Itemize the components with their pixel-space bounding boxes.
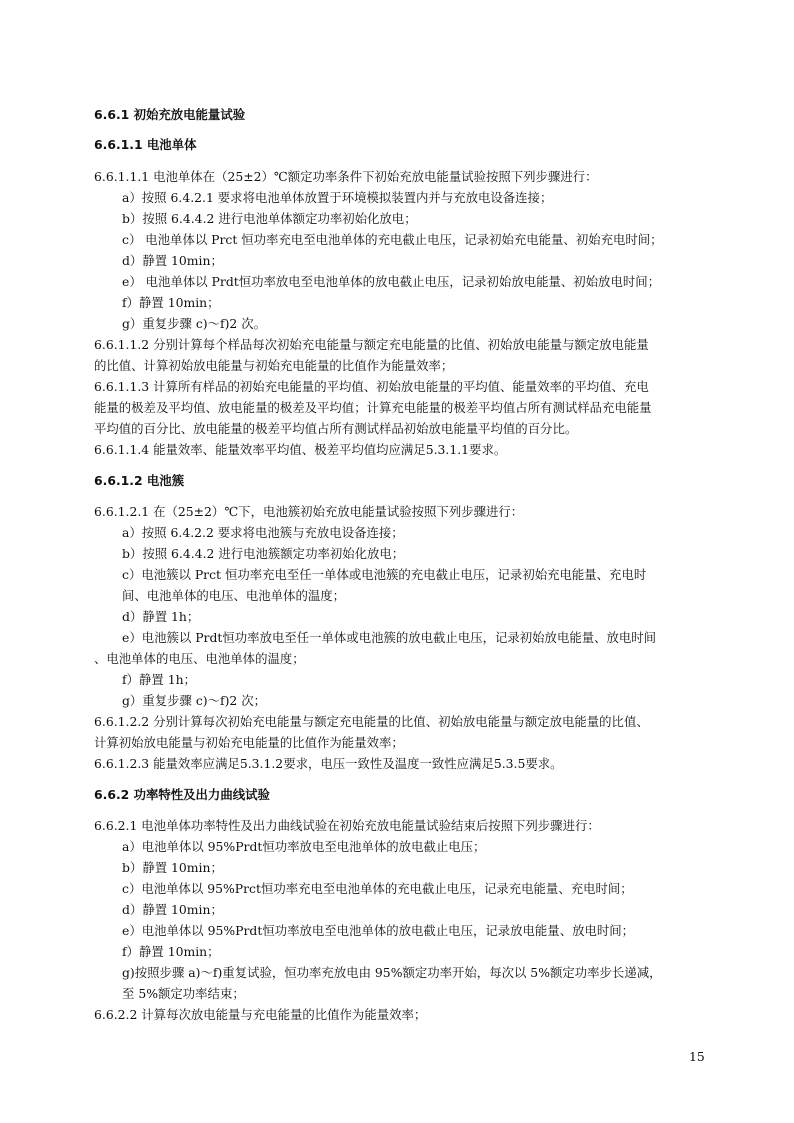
step-g-cont: 至 5%额定功率结束； [122, 986, 245, 1001]
clause-6-6-1-2-3: 6.6.1.2.3 能量效率应满足5.3.1.2要求，电压一致性及温度一致性应满足5.3.5要求。 [94, 756, 563, 771]
step-c: c）电池单体以 95%Prct恒功率充电至电池单体的充电截止电压，记录充电能量、充电时间； [122, 881, 633, 896]
clause-6-6-1-1-3: 6.6.1.1.3 计算所有样品的初始充电能量的平均值、初始放电能量的平均值、能量效率的平均值、充电 [94, 379, 649, 394]
heading-6-6-1-1: 6.6.1.1 电池单体 [94, 137, 197, 152]
step-d: d）静置 1h； [122, 609, 200, 624]
step-d: d）静置 10min； [122, 253, 223, 268]
clause-6-6-1-2-2: 6.6.1.2.2 分别计算每次初始充电能量与额定充电能量的比值、初始放电能量与额定放电能量的比值、 [94, 714, 649, 729]
clause-6-6-1-1-1: 6.6.1.1.1 电池单体在（25±2）℃额定功率条件下初始充放电能量试验按照下列步骤进行： [94, 169, 598, 184]
step-b: b）静置 10min； [122, 860, 223, 875]
step-d: d）静置 10min； [122, 902, 223, 917]
clause-6-6-1-1-3-cont2: 平均值的百分比、放电能量的极差平均值占所有测试样品初始放电能量平均值的百分比。 [94, 421, 578, 436]
clause-6-6-2-1: 6.6.2.1 电池单体功率特性及出力曲线试验在初始充放电能量试验结束后按照下列步骤进行： [94, 818, 600, 833]
step-c-cont: 间、电池单体的电压、电池单体的温度； [122, 588, 346, 603]
step-a: a）按照 6.4.2.1 要求将电池单体放置于环境模拟装置内并与充放电设备连接； [122, 190, 553, 205]
clause-6-6-1-1-3-cont1: 能量的极差及平均值、放电能量的极差及平均值；计算充电能量的极差平均值占所有测试样品充电能量 [94, 400, 652, 415]
clause-6-6-1-2-1: 6.6.1.2.1 在（25±2）℃下，电池簇初始充放电能量试验按照下列步骤进行： [94, 504, 524, 519]
step-f: f）静置 10min； [122, 944, 220, 959]
step-g: g)按照步骤 a)～f)重复试验，恒功率充放电由 95%额定功率开始，每次以 5%额定功率步长递减， [122, 965, 662, 980]
heading-6-6-1: 6.6.1 初始充放电能量试验 [94, 107, 246, 122]
clause-6-6-1-2-2-cont: 计算初始放电能量与初始充电能量的比值作为能量效率； [94, 735, 404, 750]
step-b: b）按照 6.4.4.2 进行电池单体额定功率初始化放电； [122, 211, 417, 226]
step-e: e） 电池单体以 Prdt恒功率放电至电池单体的放电截止电压，记录初始放电能量、初始放电时间； [122, 274, 661, 289]
step-f: f）静置 1h； [122, 672, 196, 687]
clause-6-6-2-2: 6.6.2.2 计算每次放电能量与充电能量的比值作为能量效率； [94, 1007, 427, 1022]
step-g: g）重复步骤 c)～f)2 次； [122, 693, 267, 708]
clause-6-6-1-1-2: 6.6.1.1.2 分别计算每个样品每次初始充电能量与额定充电能量的比值、初始放电能量与额定放电能量 [94, 337, 649, 352]
clause-6-6-1-1-4: 6.6.1.1.4 能量效率、能量效率平均值、极差平均值均应满足5.3.1.1要求。 [94, 442, 507, 457]
heading-6-6-1-2: 6.6.1.2 电池簇 [94, 473, 185, 488]
step-c: c） 电池单体以 Prct 恒功率充电至电池单体的充电截止电压，记录初始充电能量、初始充电时间； [122, 232, 663, 247]
step-g: g）重复步骤 c)～f)2 次。 [122, 316, 267, 331]
clause-6-6-1-1-2-cont: 的比值、计算初始放电能量与初始充电能量的比值作为能量效率； [94, 358, 454, 373]
heading-6-6-2: 6.6.2 功率特性及出力曲线试验 [94, 787, 270, 802]
step-c: c）电池簇以 Prct 恒功率充电至任一单体或电池簇的充电截止电压，记录初始充电能量、充电时 [122, 567, 647, 582]
page-number: 15 [689, 1049, 705, 1064]
step-e: e）电池单体以 95%Prdt恒功率放电至电池单体的放电截止电压，记录放电能量、放电时间； [122, 923, 635, 938]
step-e-cont: 、电池单体的电压、电池单体的温度； [94, 651, 305, 666]
step-f: f）静置 10min； [122, 295, 220, 310]
step-a: a）电池单体以 95%Prdt恒功率放电至电池单体的放电截止电压； [122, 839, 486, 854]
step-b: b）按照 6.4.4.2 进行电池簇额定功率初始化放电； [122, 546, 405, 561]
step-e: e）电池簇以 Prdt恒功率放电至任一单体或电池簇的放电截止电压，记录初始放电能量、放电时间 [122, 630, 657, 645]
step-a: a）按照 6.4.2.2 要求将电池簇与充放电设备连接； [122, 525, 404, 540]
